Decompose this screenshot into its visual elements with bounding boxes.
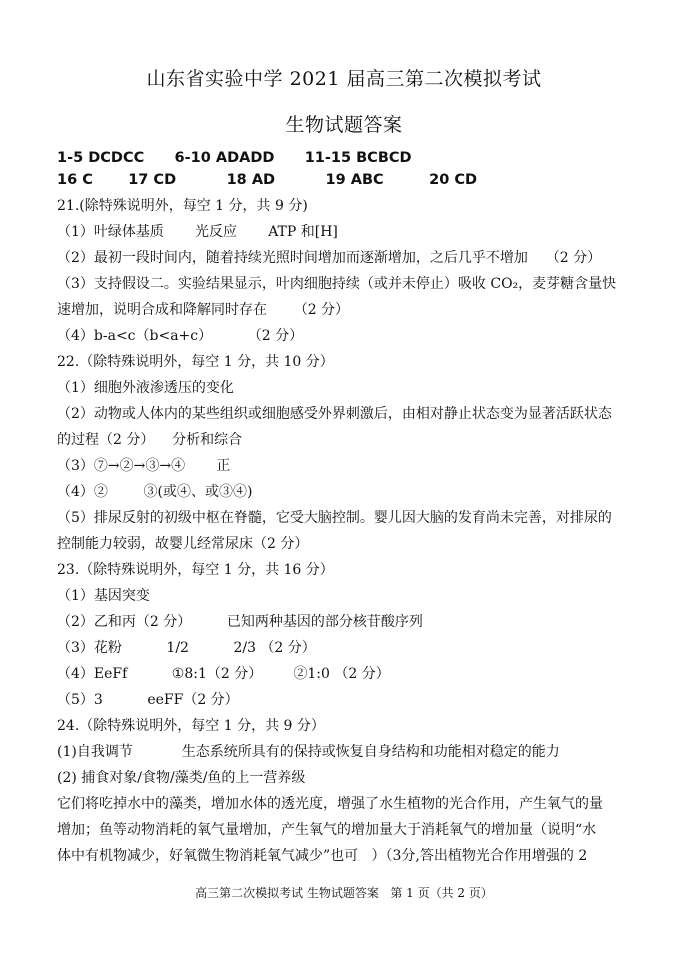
mcq-answers-row-2: 16 C 17 CD 18 AD 19 ABC 20 CD xyxy=(57,172,478,188)
q22-answer-5: （5）排尿反射的初级中枢在脊髓，它受大脑控制。婴儿因大脑的发育尚未完善，对排尿的 xyxy=(57,510,612,526)
q22-answer-3: （3）⑦→②→③→④ 正 xyxy=(57,458,231,474)
q21-answer-4: （4）b-a<c（b<a+c） （2 分） xyxy=(57,328,304,344)
document-subtitle: 生物试题答案 xyxy=(285,114,403,136)
q22-answer-5-cont: 控制能力较弱，故婴儿经常尿床（2 分） xyxy=(57,536,309,552)
q22-answer-4: （4）② ③(或④、或③④) xyxy=(57,484,253,500)
q22-answer-2-cont: 的过程（2 分） 分析和综合 xyxy=(57,432,243,448)
q23-header: 23.（除特殊说明外，每空 1 分，共 16 分） xyxy=(57,562,334,578)
q23-answer-3: （3）花粉 1/2 2/3 （2 分） xyxy=(57,640,316,656)
q24-explanation-line-3: 体中有机物减少，好氧微生物消耗氧气减少”也可 ）（3分,答出植物光合作用增强的 2 xyxy=(57,848,588,864)
q24-answer-2: (2) 捕食对象/食物/藻类/鱼的上一营养级 xyxy=(57,770,306,786)
q23-answer-2: （2）乙和丙（2 分） 已知两种基因的部分核苷酸序列 xyxy=(57,614,423,630)
q21-answer-3-cont: 速增加，说明合成和降解同时存在 （2 分） xyxy=(57,302,350,318)
mcq-answers-row-1: 1-5 DCDCC 6-10 ADADD 11-15 BCBCD xyxy=(57,150,412,166)
q23-answer-5: （5）3 eeFF（2 分） xyxy=(57,692,239,708)
q21-answer-3: （3）支持假设二。实验结果显示，叶肉细胞持续（或并未停止）吸收 CO₂，麦芽糖含量快 xyxy=(57,276,617,292)
q22-answer-1: （1）细胞外液渗透压的变化 xyxy=(57,380,234,396)
page-footer: 高三第二次模拟考试 生物试题答案 第 1 页（共 2 页） xyxy=(195,886,493,900)
q23-answer-1: （1）基因突变 xyxy=(57,588,150,604)
q24-explanation-line-2: 增加；鱼等动物消耗的氧气量增加，产生氧气的增加量大于消耗氧气的增加量（说明“水 xyxy=(57,822,597,838)
q21-answer-2: （2）最初一段时间内，随着持续光照时间增加而逐渐增加，之后几乎不增加 （2 分） xyxy=(57,250,602,266)
document-title: 山东省实验中学 2021 届高三第二次模拟考试 xyxy=(146,68,542,90)
q21-header: 21.(除特殊说明外，每空 1 分，共 9 分) xyxy=(57,198,308,214)
q23-answer-4: （4）EeFf ①8:1（2 分） ②1:0 （2 分） xyxy=(57,666,390,682)
q24-header: 24.（除特殊说明外，每空 1 分，共 9 分） xyxy=(57,718,325,734)
q21-answer-1: （1）叶绿体基质 光反应 ATP 和[H] xyxy=(57,224,338,240)
q24-explanation-line-1: 它们将吃掉水中的藻类，增加水体的透光度，增强了水生植物的光合作用，产生氧气的量 xyxy=(57,796,603,812)
q24-answer-1: (1)自我调节 生态系统所具有的保持或恢复自身结构和功能相对稳定的能力 xyxy=(57,744,560,760)
q22-answer-2: （2）动物或人体内的某些组织或细胞感受外界刺激后，由相对静止状态变为显著活跃状态 xyxy=(57,406,612,422)
q22-header: 22.（除特殊说明外，每空 1 分，共 10 分） xyxy=(57,354,334,370)
